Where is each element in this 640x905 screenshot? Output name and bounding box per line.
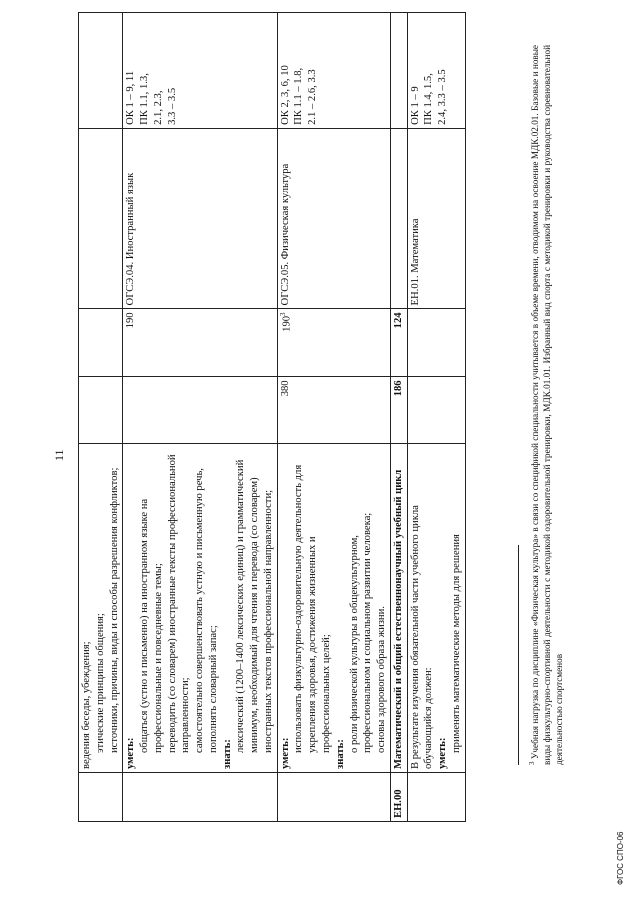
content-line: лексический (1200–1400 лексических единиц) и грамматический минимум, необходимый для чтения и перевода (со словарем) иностранных текстов профессиональной направленности;: [235, 459, 274, 753]
content-line: применять математические методы для решения: [450, 534, 462, 753]
table-row: [390, 13, 407, 822]
discipline-cell: [79, 128, 123, 309]
index-cell: [79, 772, 123, 821]
obligatory-hours-cell: [79, 309, 123, 377]
competency-line: ОК 1 – 9: [409, 86, 421, 125]
obligatory-hours-cell: [390, 309, 407, 377]
footnote-mark: 3: [528, 761, 536, 765]
content-line: использовать физкультурно-оздоровительную деятельность для укрепления здоровья, достижения жизненных и профессиональных целей;: [293, 464, 333, 753]
content-cell: [390, 444, 407, 773]
content-line: В результате изучения обязательной части учебного цикла обучающийся должен:: [409, 505, 435, 769]
total-hours-cell: [123, 377, 277, 444]
obligatory-hours-cell: [407, 309, 465, 377]
discipline-cell: ОГСЭ.05. Физическая культура: [277, 128, 390, 309]
obligatory-hours-value: 190: [281, 315, 293, 332]
content-line: о роли физической культуры в общекультурном, профессиональном и социальном развитии человека;: [348, 512, 374, 753]
footnote-text: Учебная нагрузка по дисциплине «Физическая культура» в связи со спецификой специальности учитывается в объеме времени, отводимом на освоение МДК.02.01. Базовые и новые виды физкультурно-спортивной деятельности с методикой оздоровительной тренировки, МДК.01.01. Избранный вид спорта с методикой тренировки и руководства соревновательной деятельностью спортсменов: [530, 45, 564, 765]
competencies-cell: [407, 13, 465, 129]
competencies-cell: [390, 13, 407, 129]
competency-line: ПК 1.4, 1.5,: [423, 73, 435, 125]
competency-line: ОК 2, 3, 6, 10: [279, 65, 291, 125]
content-cell: [277, 444, 390, 773]
competency-line: 2.1 – 2.6, 3.3: [307, 69, 319, 125]
index-cell: [277, 772, 390, 821]
content-line: источники, причины, виды и способы разрешения конфликтов;: [108, 467, 120, 753]
content-line: переводить (со словарем) иностранные тексты профессиональной направленности;: [166, 454, 192, 753]
content-line: самостоятельно совершенствовать устную и письменную речь, пополнять словарный запас;: [194, 468, 219, 753]
index-cell: ЕН.00: [390, 772, 407, 821]
content-line: ведения беседы, убеждения;: [81, 641, 92, 769]
content-line: знать:: [334, 739, 346, 769]
competencies-cell: [277, 13, 390, 129]
footnote-reference: 3: [278, 312, 287, 316]
index-cell: [123, 772, 277, 821]
total-hours-cell: 186: [390, 377, 407, 444]
content-line: уметь:: [125, 737, 137, 769]
competencies-cell: [79, 13, 123, 129]
curriculum-table: [78, 12, 466, 822]
content-line: основы здорового образа жизни.: [376, 606, 388, 753]
discipline-cell: ОГСЭ.04. Иностранный язык: [123, 128, 277, 309]
obligatory-hours-cell: [277, 309, 390, 377]
competencies-cell: [123, 13, 277, 129]
competency-line: 3.3 – 3.5: [166, 87, 178, 125]
competency-line: 2.1, 2.3,: [152, 90, 164, 125]
table-row: [407, 13, 465, 822]
table-row: [277, 13, 390, 822]
footnote-separator: [518, 545, 519, 765]
footnote: [528, 45, 566, 765]
index-cell: [407, 772, 465, 821]
content-cell: [79, 444, 123, 773]
page-number: 11: [52, 449, 66, 461]
obligatory-hours-cell: [123, 309, 277, 377]
total-hours-cell: [79, 377, 123, 444]
content-line: общаться (устно и письменно) на иностранном языке на профессиональные и повседневные темы;: [139, 498, 164, 753]
discipline-cell: ЕН.01. Математика: [407, 128, 465, 309]
competency-line: ПК 1.1, 1.3,: [139, 73, 151, 125]
competency-line: ОК 1 – 9, 11: [125, 70, 137, 125]
total-hours-cell: [407, 377, 465, 444]
content-line: уметь:: [437, 737, 449, 769]
content-cell: [407, 444, 465, 773]
table-row: [79, 13, 123, 822]
content-line: уметь:: [279, 737, 291, 769]
total-hours-cell: 380: [277, 377, 390, 444]
content-cell: [123, 444, 277, 773]
content-line: знать:: [221, 739, 233, 769]
competency-line: 2.4, 3.3 – 3.5: [437, 69, 449, 125]
obligatory-hours-value: 190: [125, 312, 137, 329]
content-line: Математический и общий естественнонаучный учебный цикл: [392, 469, 404, 769]
obligatory-hours-value: 124: [392, 312, 404, 329]
content-line: этические принципы общения;: [94, 613, 106, 753]
competency-line: ПК 1.1 – 1.8,: [293, 67, 305, 125]
table-row: [123, 13, 277, 822]
discipline-cell: [390, 128, 407, 309]
document-code: ФГОС СПО-06: [616, 831, 625, 885]
